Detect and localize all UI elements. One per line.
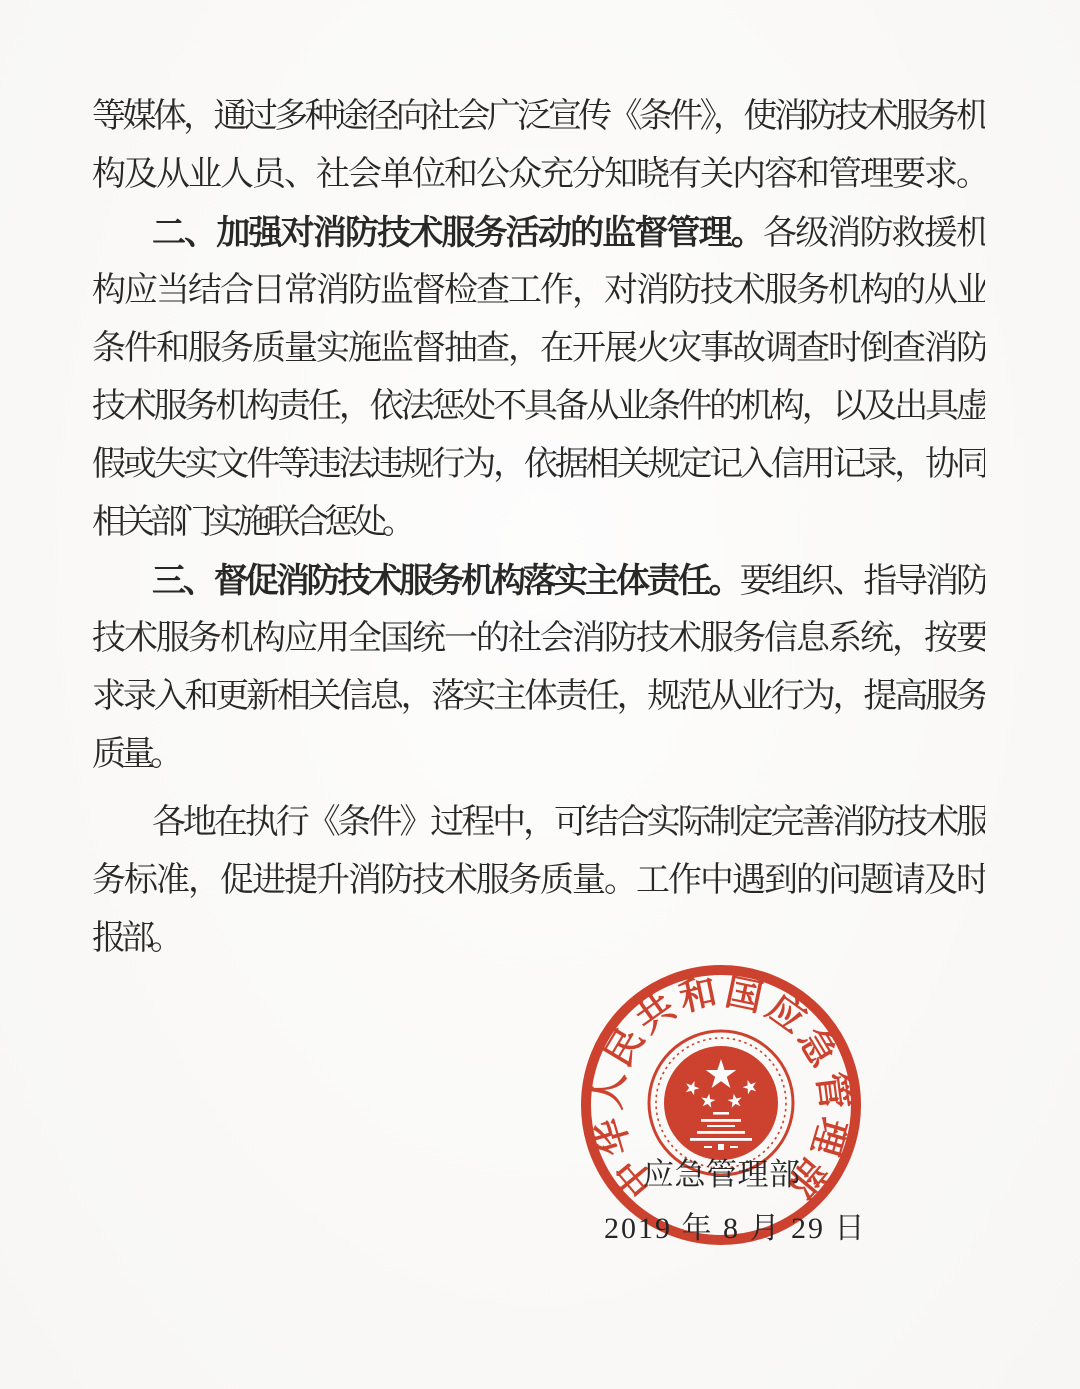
text-line xyxy=(92,146,985,204)
seal-ring-char: 应 xyxy=(758,986,813,1042)
line-text: 各级消防救援机 xyxy=(763,215,985,252)
seal-ring-char: 中 xyxy=(607,1149,664,1205)
section-heading: 二、加强对消防技术服务活动的监督管理。 xyxy=(152,214,764,252)
text-line xyxy=(92,88,985,146)
line-text: 质量。 xyxy=(92,736,179,773)
text-line xyxy=(92,436,985,494)
seal-ring-char: 华 xyxy=(589,1112,639,1161)
seal-ring-char: 国 xyxy=(721,972,767,1020)
line-text: 假或失实文件等违法违规行为，依据相关规定记入信用记录，协同 xyxy=(92,446,985,483)
text-line xyxy=(92,204,985,262)
seal-ring-char: 理 xyxy=(803,1112,853,1161)
seal-ring-char: 和 xyxy=(675,972,721,1020)
line-text: 等媒体，通过多种途径向社会广泛宣传《条件》，使消防技术服务机 xyxy=(92,98,985,135)
seal-ring-char: 部 xyxy=(778,1149,835,1205)
text-line xyxy=(92,552,985,610)
text-line xyxy=(92,378,985,436)
line-text: 报部。 xyxy=(92,920,179,957)
text-line xyxy=(92,910,985,968)
seal-ring-char: 急 xyxy=(789,1021,844,1075)
line-text: 构应当结合日常消防监督检查工作，对消防技术服务机构的从业 xyxy=(92,272,985,309)
text-line xyxy=(92,668,985,726)
line-text: 条件和服务质量实施监督抽查，在开展火灾事故调查时倒查消防 xyxy=(92,330,985,367)
text-line xyxy=(92,320,985,378)
text-line xyxy=(92,610,985,668)
text-line xyxy=(92,794,985,852)
line-text: 技术服务机构责任，依法惩处不具备从业条件的机构，以及出具虚 xyxy=(92,388,985,425)
text-line xyxy=(92,494,985,552)
line-text: 技术服务机构应用全国统一的社会消防技术服务信息系统，按要 xyxy=(92,620,985,657)
line-text: 构及从业人员、社会单位和公众充分知晓有关内容和管理要求。 xyxy=(92,156,985,193)
line-text: 相关部门实施联合惩处。 xyxy=(92,504,411,541)
text-line xyxy=(92,852,985,910)
seal-ring-char: 管 xyxy=(808,1069,855,1112)
issuer-name: 应急管理部 xyxy=(643,1157,801,1192)
text-line xyxy=(92,262,985,320)
document-date: 2019 年 8 月 29 日 xyxy=(604,1212,867,1245)
national-emblem xyxy=(649,1031,793,1175)
line-text: 务标准，促进提升消防技术服务质量。工作中遇到的问题请及时 xyxy=(92,862,985,899)
document-text-block xyxy=(92,88,985,968)
official-seal xyxy=(578,962,864,1248)
section-heading: 三、督促消防技术服务机构落实主体责任。 xyxy=(152,562,740,600)
seal-ring-char: 共 xyxy=(629,986,684,1042)
seal-ring-char: 人 xyxy=(587,1069,634,1112)
text-line xyxy=(92,726,985,784)
line-text: 求录入和更新相关信息，落实主体责任，规范从业行为，提高服务 xyxy=(92,678,985,715)
seal-ring-char: 民 xyxy=(598,1021,653,1075)
line-text: 要组织、指导消防 xyxy=(739,563,985,600)
line-text: 各地在执行《条件》过程中，可结合实际制定完善消防技术服 xyxy=(152,804,985,841)
